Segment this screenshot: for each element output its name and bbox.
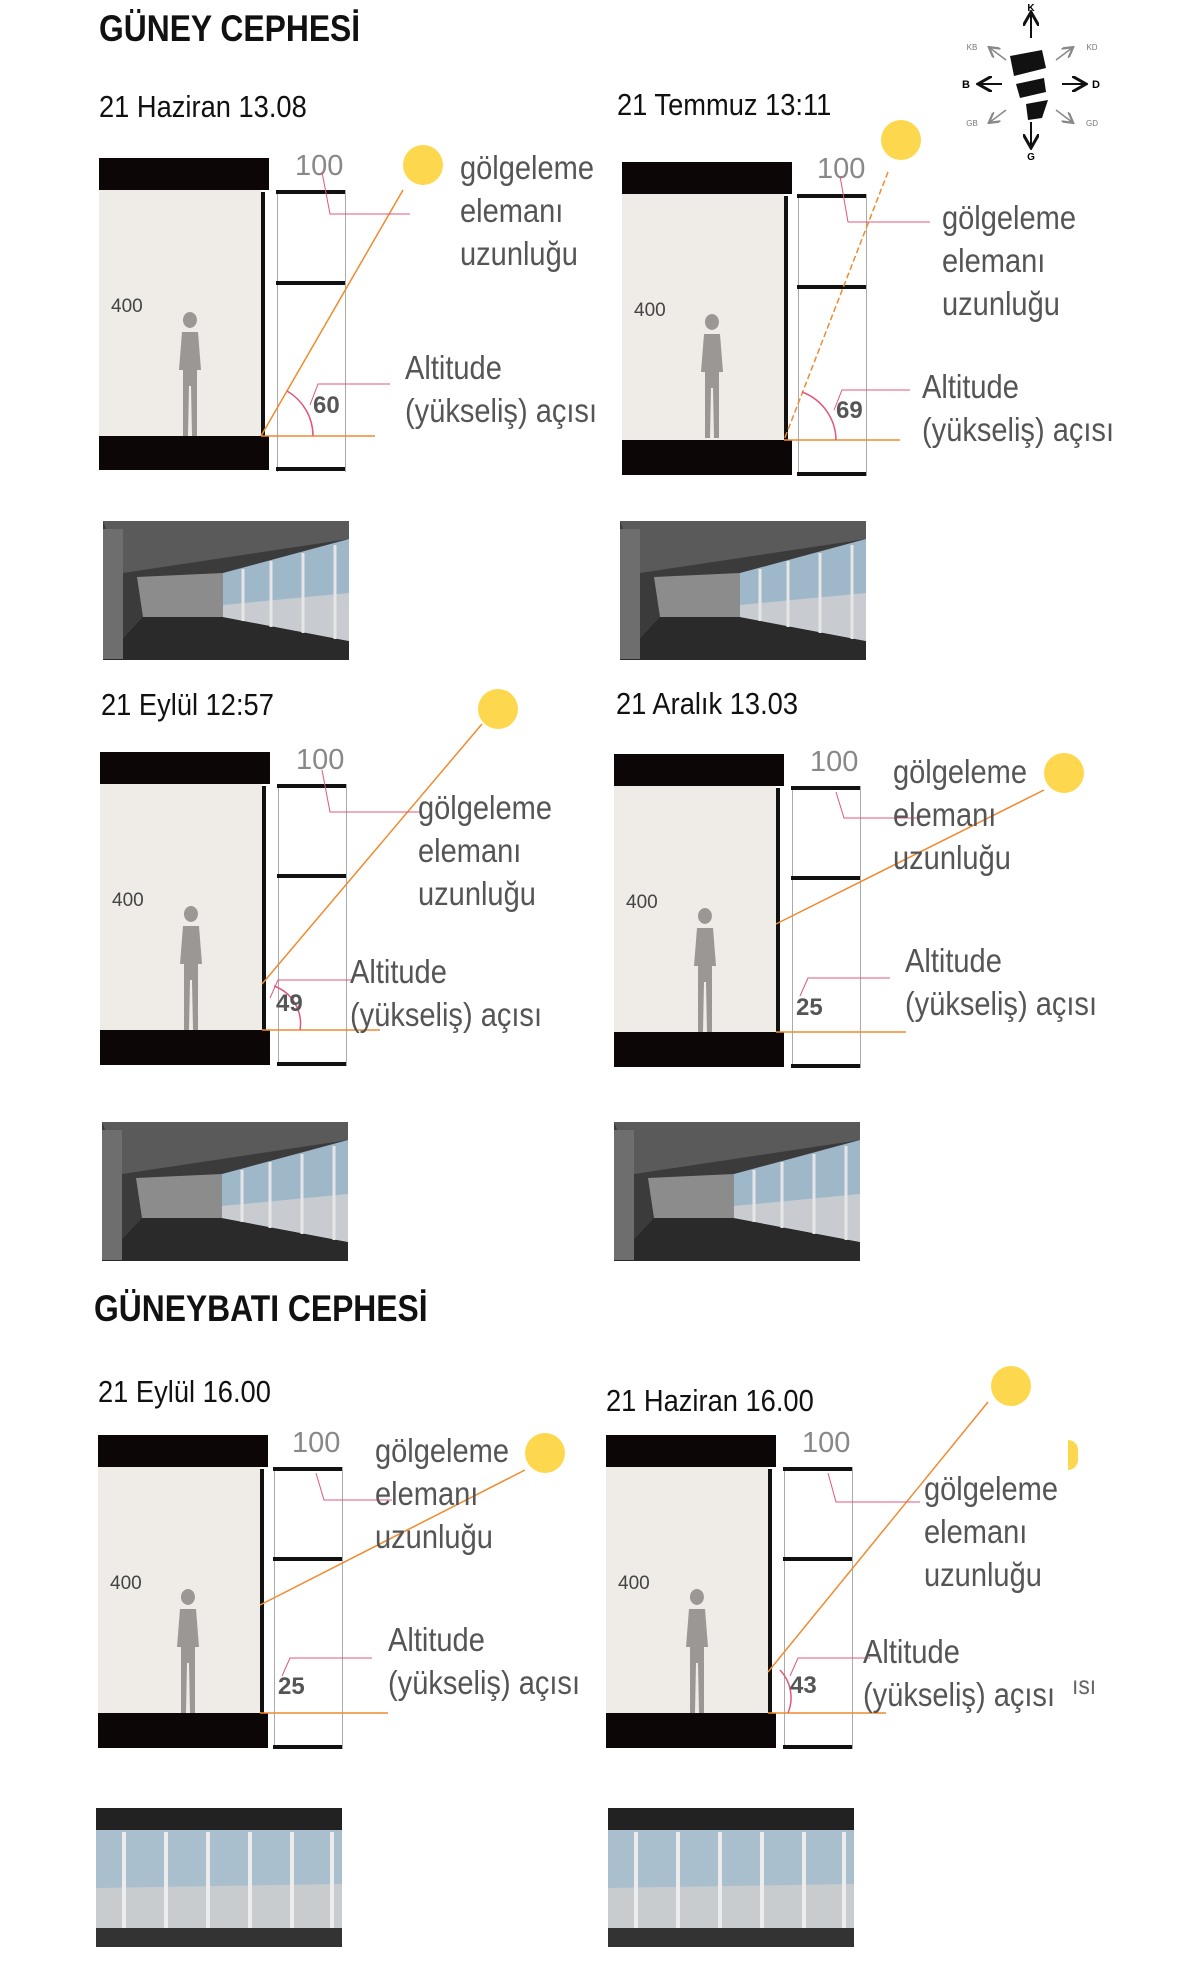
fin-bar xyxy=(797,285,866,289)
shading-fin xyxy=(784,1467,853,1749)
shading-label-2: elemanı xyxy=(375,1475,479,1512)
shading-fin xyxy=(274,1467,343,1749)
panel-date: 21 Eylül 12:57 xyxy=(101,687,274,722)
glazing xyxy=(784,196,788,440)
shading-label-3: uzunluğu xyxy=(893,839,1011,876)
compass-se: GD xyxy=(1086,119,1098,128)
ceiling-slab xyxy=(614,754,784,786)
fin-bar xyxy=(791,786,860,790)
width-label: 100 xyxy=(295,150,344,182)
sun-icon xyxy=(403,145,443,185)
altitude-label-2: (yükseliş) açısı xyxy=(350,996,543,1033)
shading-label-1: gölgeleme xyxy=(893,753,1028,790)
height-label: 400 xyxy=(112,890,144,911)
fin-bar xyxy=(783,1557,852,1561)
ceiling-slab xyxy=(99,158,269,190)
fin-bar xyxy=(791,1064,860,1068)
compass-s: G xyxy=(1027,152,1035,163)
shading-label-2: elemanı xyxy=(418,832,522,869)
fin-bar xyxy=(273,1745,342,1749)
person-silhouette xyxy=(692,312,732,440)
altitude-label-2: (yükseliş) açısı xyxy=(922,411,1115,448)
altitude-label-2: (yükseliş) açısı xyxy=(863,1676,1056,1713)
sun-icon xyxy=(525,1433,565,1473)
panel-date: 21 Haziran 16.00 xyxy=(606,1383,814,1418)
compass-n: K xyxy=(1027,3,1035,14)
person-silhouette xyxy=(171,904,211,1032)
floor-slab xyxy=(606,1713,776,1748)
corridor-render xyxy=(103,521,349,660)
altitude-label-2: (yükseliş) açısı xyxy=(905,985,1098,1022)
glazing xyxy=(261,192,265,436)
shading-label-1: gölgeleme xyxy=(460,149,595,186)
altitude-label-2: (yükseliş) açısı xyxy=(388,1664,581,1701)
floor-slab xyxy=(100,1030,270,1065)
section-title-south: GÜNEY CEPHESİ xyxy=(99,8,361,49)
shading-label-1: gölgeleme xyxy=(924,1470,1059,1507)
floor-slab xyxy=(99,436,269,470)
width-label: 100 xyxy=(292,1427,341,1459)
ceiling-slab xyxy=(100,752,270,784)
corridor-render xyxy=(102,1122,348,1261)
floor-slab xyxy=(98,1713,268,1748)
person-silhouette xyxy=(685,906,725,1034)
altitude-label-1: Altitude xyxy=(905,942,1002,979)
width-label: 100 xyxy=(817,153,866,185)
shading-label-2: elemanı xyxy=(924,1513,1028,1550)
panel-date: 21 Aralık 13.03 xyxy=(616,686,799,721)
height-label: 400 xyxy=(110,1573,142,1594)
person-silhouette xyxy=(170,310,210,438)
partial-sun-icon xyxy=(1068,1440,1078,1470)
altitude-angle: 43 xyxy=(790,1672,817,1699)
cropped-label-text: ısı xyxy=(1072,1670,1097,1700)
altitude-label-1: Altitude xyxy=(405,349,502,386)
altitude-label-1: Altitude xyxy=(350,953,447,990)
glazing xyxy=(776,788,780,1032)
shading-label-2: elemanı xyxy=(942,242,1046,279)
altitude-angle: 69 xyxy=(836,397,863,424)
fin-bar xyxy=(273,1557,342,1561)
shading-label-1: gölgeleme xyxy=(375,1432,510,1469)
person-silhouette xyxy=(677,1587,717,1715)
compass-sw: GB xyxy=(966,119,978,128)
shading-label-3: uzunluğu xyxy=(375,1518,493,1555)
ceiling-slab xyxy=(98,1435,268,1467)
height-label: 400 xyxy=(634,300,666,321)
panel-date: 21 Eylül 16.00 xyxy=(98,1374,271,1409)
compass-rose xyxy=(950,0,1120,170)
fin-bar xyxy=(276,190,345,194)
ceiling-slab xyxy=(606,1435,776,1467)
shading-label-3: uzunluğu xyxy=(460,235,578,272)
floor-slab xyxy=(614,1032,784,1067)
fin-bar xyxy=(791,876,860,880)
person-silhouette xyxy=(168,1587,208,1715)
altitude-label-2: (yükseliş) açısı xyxy=(405,392,598,429)
corridor-render xyxy=(614,1122,860,1261)
building-plan-block-1 xyxy=(1010,50,1046,76)
corridor-render xyxy=(96,1808,342,1947)
compass-ne: KD xyxy=(1086,43,1098,52)
altitude-angle: 49 xyxy=(276,990,303,1017)
shading-label-1: gölgeleme xyxy=(942,199,1077,236)
fin-bar xyxy=(276,467,345,471)
fin-bar xyxy=(783,1467,852,1471)
shading-label-3: uzunluğu xyxy=(924,1556,1042,1593)
fin-bar xyxy=(276,281,345,285)
fin-bar xyxy=(277,874,346,878)
height-label: 400 xyxy=(618,1573,650,1594)
altitude-angle: 25 xyxy=(278,1673,305,1700)
fin-bar xyxy=(783,1745,852,1749)
glazing xyxy=(262,786,266,1030)
shading-label-1: gölgeleme xyxy=(418,789,553,826)
height-label: 400 xyxy=(626,892,658,913)
corridor-render xyxy=(620,521,866,660)
fin-bar xyxy=(273,1467,342,1471)
altitude-label-1: Altitude xyxy=(863,1633,960,1670)
width-label: 100 xyxy=(802,1427,851,1459)
floor-slab xyxy=(622,440,792,475)
fin-bar xyxy=(797,194,866,198)
altitude-angle: 60 xyxy=(313,392,340,419)
shading-fin xyxy=(792,786,861,1068)
width-label: 100 xyxy=(810,746,859,778)
width-label: 100 xyxy=(296,744,345,776)
corridor-render xyxy=(608,1808,854,1947)
shading-label-3: uzunluğu xyxy=(418,875,536,912)
compass-w: B xyxy=(962,79,970,91)
altitude-label-1: Altitude xyxy=(388,1621,485,1658)
shading-fin xyxy=(277,190,346,472)
ceiling-slab xyxy=(622,162,792,194)
shading-label-3: uzunluğu xyxy=(942,285,1060,322)
sun-icon xyxy=(991,1366,1031,1406)
compass-e: D xyxy=(1092,79,1100,91)
sun-icon xyxy=(1044,753,1084,793)
fin-bar xyxy=(277,1062,346,1066)
compass-nw: KB xyxy=(966,43,978,52)
fin-bar xyxy=(277,784,346,788)
section-title-southwest: GÜNEYBATI CEPHESİ xyxy=(94,1288,428,1329)
sun-icon xyxy=(478,689,518,729)
building-plan-block-2 xyxy=(1016,78,1046,98)
altitude-label-1: Altitude xyxy=(922,368,1019,405)
glazing xyxy=(260,1469,264,1713)
fin-bar xyxy=(797,472,866,476)
sun-icon xyxy=(881,120,921,160)
shading-label-2: elemanı xyxy=(460,192,564,229)
shading-fin xyxy=(798,194,867,476)
panel-date: 21 Temmuz 13:11 xyxy=(617,87,832,122)
altitude-angle: 25 xyxy=(796,994,823,1021)
height-label: 400 xyxy=(111,296,143,317)
glazing xyxy=(768,1469,772,1713)
panel-date: 21 Haziran 13.08 xyxy=(99,89,307,124)
building-plan-block-3 xyxy=(1026,100,1048,120)
shading-label-2: elemanı xyxy=(893,796,997,833)
panel-6-rays xyxy=(0,0,1,1)
